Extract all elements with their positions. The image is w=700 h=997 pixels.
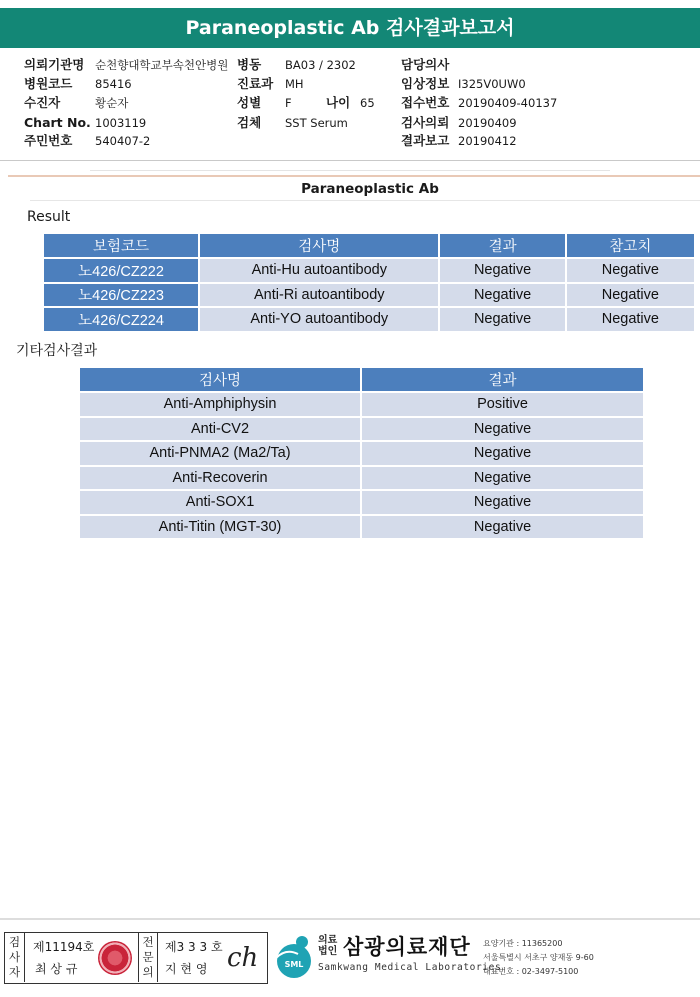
result-caption: Result	[27, 209, 71, 225]
examiner-label-text: 검사자	[8, 935, 21, 979]
other-results-table	[78, 366, 645, 540]
id-no-value: 540407-2	[95, 134, 151, 148]
specialist-name: 지 현 영	[165, 962, 208, 976]
lab-prefix	[318, 935, 337, 957]
table-cell: Negative	[567, 259, 694, 282]
hospital-code-label: 병원코드	[24, 76, 73, 91]
institution-value: 순천향대학교부속천안병원	[95, 58, 229, 72]
logo-text: SML	[284, 960, 304, 969]
receipt-no-label: 접수번호	[401, 95, 450, 110]
table-cell: Negative	[362, 467, 643, 490]
doctor-label: 담당의사	[401, 57, 450, 72]
table-cell: Negative	[362, 491, 643, 514]
lab-prefix-2: 법인	[318, 946, 338, 957]
table-row	[80, 467, 643, 490]
institution-label: 의뢰기관명	[24, 57, 85, 72]
sml-logo-icon	[272, 934, 316, 980]
table-cell: Negative	[567, 284, 694, 307]
table-cell: Anti-Amphiphysin	[80, 393, 360, 416]
info-row-3	[0, 94, 700, 112]
table-cell: Negative	[567, 308, 694, 331]
specialist-signature-icon: ch	[227, 943, 259, 973]
table-row	[80, 442, 643, 465]
column-header: 보험코드	[44, 234, 198, 257]
table-row	[44, 308, 694, 331]
section-underline	[30, 200, 700, 201]
patient-info	[0, 56, 700, 156]
info-row-4	[0, 114, 700, 132]
table-row	[80, 418, 643, 441]
ward-label: 병동	[237, 57, 262, 72]
lab-code: 요양기관 : 11365200	[483, 939, 563, 948]
chart-no-label: Chart No.	[24, 115, 91, 130]
ward-value: BA03 / 2302	[285, 58, 356, 72]
request-date-value: 20190409	[458, 116, 517, 130]
table-cell: Anti-Recoverin	[80, 467, 360, 490]
report-date-label: 결과보고	[401, 133, 450, 148]
table-cell: Anti-YO autoantibody	[200, 308, 438, 331]
column-header: 참고치	[567, 234, 694, 257]
receipt-no-value: 20190409-40137	[458, 96, 558, 110]
table-cell: 노426/CZ223	[44, 284, 198, 307]
column-header: 검사명	[80, 368, 360, 391]
info-row-5	[0, 132, 700, 150]
footer-divider	[0, 918, 700, 920]
lab-phone: 대표번호 : 02-3497-5100	[483, 967, 579, 976]
other-caption: 기타검사결과	[16, 343, 98, 359]
clinical-info-label: 임상정보	[401, 76, 450, 91]
report-date-value: 20190412	[458, 134, 517, 148]
chart-no-value: 1003119	[95, 116, 147, 130]
column-header: 결과	[440, 234, 564, 257]
result-table-header	[44, 234, 694, 257]
info-row-2	[0, 75, 700, 93]
result-table	[42, 232, 696, 333]
request-date-label: 검사의뢰	[401, 115, 450, 130]
sex-label: 성별	[237, 95, 262, 110]
table-cell: Negative	[440, 259, 564, 282]
table-cell: 노426/CZ222	[44, 259, 198, 282]
id-no-label: 주민번호	[24, 133, 73, 148]
section-title: Paraneoplastic Ab	[301, 181, 439, 197]
report-title: Paraneoplastic Ab 검사결과보고서	[0, 8, 700, 48]
specialist-label-text: 전문의	[142, 935, 154, 979]
lab-name: 삼광의료재단	[343, 935, 471, 959]
sex-value: F	[285, 96, 292, 110]
lab-name-en: Samkwang Medical Laboratories	[318, 962, 502, 973]
table-row	[80, 393, 643, 416]
table-cell: Negative	[440, 308, 564, 331]
examiner-seal-icon	[98, 941, 132, 975]
age-label: 나이	[326, 95, 351, 110]
column-header: 검사명	[200, 234, 438, 257]
specialist-license: 제3 3 3 호	[165, 940, 223, 954]
lab-prefix-1: 의료	[318, 935, 338, 946]
table-cell: Anti-Hu autoantibody	[200, 259, 438, 282]
other-table-header	[80, 368, 643, 391]
table-row	[44, 284, 694, 307]
table-cell: Negative	[440, 284, 564, 307]
table-cell: 노426/CZ224	[44, 308, 198, 331]
table-cell: Negative	[362, 442, 643, 465]
info-divider	[0, 160, 700, 161]
specimen-label: 검체	[237, 115, 262, 130]
specialist-label	[138, 933, 158, 982]
department-label: 진료과	[237, 76, 274, 91]
table-row	[44, 259, 694, 282]
table-row	[80, 491, 643, 514]
table-row	[80, 516, 643, 539]
table-cell: Anti-PNMA2 (Ma2/Ta)	[80, 442, 360, 465]
patient-label: 수진자	[24, 95, 61, 110]
section-divider	[8, 175, 700, 177]
department-value: MH	[285, 77, 304, 91]
info-divider-inner	[90, 170, 610, 171]
specimen-value: SST Serum	[285, 116, 348, 130]
table-cell: Anti-CV2	[80, 418, 360, 441]
examiner-label	[5, 933, 25, 982]
lab-address: 서울특별시 서초구 양재동 9-60	[483, 953, 594, 962]
examiner-name: 최 상 규	[35, 962, 78, 976]
signature-box	[4, 932, 268, 984]
table-cell: Negative	[362, 418, 643, 441]
table-cell: Anti-SOX1	[80, 491, 360, 514]
hospital-code-value: 85416	[95, 77, 132, 91]
table-cell: Negative	[362, 516, 643, 539]
table-cell: Anti-Titin (MGT-30)	[80, 516, 360, 539]
table-cell: Positive	[362, 393, 643, 416]
info-row-1	[0, 56, 700, 74]
column-header: 결과	[362, 368, 643, 391]
patient-value: 황순자	[95, 96, 129, 110]
table-cell: Anti-Ri autoantibody	[200, 284, 438, 307]
examiner-license: 제11194호	[33, 940, 95, 954]
age-value: 65	[360, 96, 375, 110]
clinical-info-value: I325V0UW0	[458, 77, 526, 91]
